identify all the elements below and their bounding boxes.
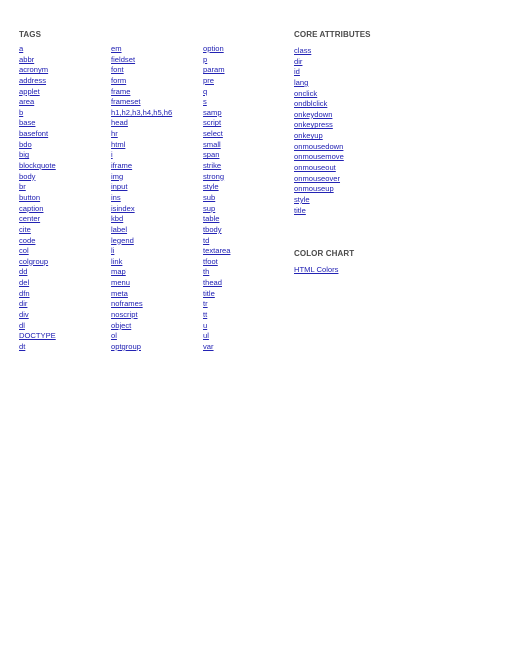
tag-link[interactable]: select [203, 129, 223, 139]
tag-link[interactable]: cite [19, 224, 31, 234]
tag-link[interactable]: option [203, 44, 224, 53]
tag-link[interactable]: var [203, 341, 214, 351]
list-item [203, 278, 230, 289]
tag-link[interactable]: strong [203, 171, 225, 181]
core-attribute-link[interactable]: title [294, 205, 306, 215]
list-item [294, 110, 344, 121]
list-item [203, 182, 230, 193]
list-item [111, 342, 172, 353]
list-item [111, 246, 172, 257]
list-item [111, 236, 172, 247]
list-item [111, 204, 172, 215]
list-item [294, 120, 344, 131]
tag-link[interactable]: table [203, 214, 220, 224]
list-item [19, 65, 56, 76]
list-item [111, 65, 172, 76]
tag-link[interactable]: q [203, 86, 208, 96]
core-attribute-link[interactable]: id [294, 67, 300, 77]
tag-link[interactable]: font [111, 65, 124, 75]
core-attribute-link[interactable]: dir [294, 56, 303, 66]
list-item [111, 108, 172, 119]
tag-link[interactable]: s [203, 97, 207, 107]
list-item [203, 108, 230, 119]
list-item [203, 55, 230, 66]
tag-link[interactable]: abbr [19, 54, 35, 64]
list-item [294, 152, 344, 163]
list-item [203, 267, 230, 278]
tag-link[interactable]: caption [19, 203, 44, 213]
core-attribute-link[interactable]: onmouseover [294, 173, 341, 183]
list-item [111, 257, 172, 268]
list-item [111, 299, 172, 310]
tag-link[interactable]: base [19, 118, 36, 128]
tag-link[interactable]: DOCTYPE [19, 331, 56, 341]
tag-link[interactable]: menu [111, 278, 130, 288]
core-attribute-link[interactable]: onmouseup [294, 184, 334, 194]
list-item [19, 267, 56, 278]
list-item [203, 44, 230, 55]
list-item [294, 174, 344, 185]
list-item [19, 289, 56, 300]
tag-link[interactable]: colgroup [19, 256, 49, 266]
tag-link[interactable]: li [111, 246, 115, 256]
tag-link[interactable]: div [19, 310, 29, 320]
list-item [111, 321, 172, 332]
list-item [203, 331, 230, 342]
core-attributes-list [294, 46, 344, 216]
tag-link[interactable]: p [203, 54, 208, 64]
core-attribute-link[interactable]: onmouseout [294, 163, 336, 173]
list-item [111, 150, 172, 161]
list-item [203, 140, 230, 151]
tag-link[interactable]: acronym [19, 65, 49, 75]
list-item [19, 278, 56, 289]
tag-link[interactable]: br [19, 182, 26, 192]
tag-link[interactable]: kbd [111, 214, 124, 224]
core-attributes-section-title: CORE ATTRIBUTES [294, 30, 371, 39]
tag-link[interactable]: thead [203, 278, 223, 288]
tag-link[interactable]: samp [203, 107, 222, 117]
tag-link[interactable]: code [19, 235, 36, 245]
tag-link[interactable]: img [111, 171, 124, 181]
list-item [294, 206, 344, 217]
tag-link[interactable]: fieldset [111, 54, 136, 64]
list-item [111, 193, 172, 204]
tag-link[interactable]: del [19, 278, 30, 288]
list-item [19, 299, 56, 310]
list-item [19, 129, 56, 140]
list-item [111, 289, 172, 300]
list-item [203, 65, 230, 76]
tag-link[interactable]: script [203, 118, 222, 128]
tag-link[interactable]: iframe [111, 161, 133, 171]
color-chart-link[interactable]: HTML Colors [294, 265, 339, 274]
tag-link[interactable]: noscript [111, 310, 138, 320]
tag-link[interactable]: a [19, 44, 24, 53]
tag-link[interactable]: tbody [203, 224, 222, 234]
core-attribute-link[interactable]: class [294, 46, 312, 55]
tag-link[interactable]: isindex [111, 203, 135, 213]
tag-link[interactable]: em [111, 44, 122, 53]
list-item [203, 310, 230, 321]
list-item [111, 331, 172, 342]
list-item [294, 131, 344, 142]
list-item [294, 78, 344, 89]
tag-link[interactable]: strike [203, 161, 222, 171]
tag-link[interactable]: ins [111, 192, 121, 202]
list-item [111, 267, 172, 278]
list-item [111, 182, 172, 193]
color-chart-section-title: COLOR CHART [294, 249, 355, 258]
tag-link[interactable]: label [111, 224, 128, 234]
tag-link[interactable]: dt [19, 341, 26, 351]
list-item [294, 89, 344, 100]
core-attribute-link[interactable]: onkeypress [294, 120, 333, 130]
list-item [294, 195, 344, 206]
tag-link[interactable]: param [203, 65, 225, 75]
list-item [203, 236, 230, 247]
list-item [203, 172, 230, 183]
tags-column-2 [111, 44, 172, 353]
list-item [19, 172, 56, 183]
list-item [19, 161, 56, 172]
list-item [111, 225, 172, 236]
tag-link[interactable]: small [203, 139, 221, 149]
tag-link[interactable]: dd [19, 267, 28, 277]
list-item [111, 129, 172, 140]
list-item [111, 161, 172, 172]
list-item [111, 118, 172, 129]
core-attribute-link[interactable]: style [294, 194, 310, 204]
tag-link[interactable]: sup [203, 203, 216, 213]
list-item [111, 140, 172, 151]
tag-link[interactable]: big [19, 150, 30, 160]
tag-link[interactable]: legend [111, 235, 134, 245]
tag-link[interactable]: u [203, 320, 208, 330]
list-item [19, 225, 56, 236]
list-item [203, 204, 230, 215]
tag-link[interactable]: textarea [203, 246, 231, 256]
tag-link[interactable]: optgroup [111, 341, 141, 351]
tag-link[interactable]: noframes [111, 299, 143, 309]
tag-link[interactable]: object [111, 320, 132, 330]
list-item [203, 246, 230, 257]
list-item [111, 76, 172, 87]
list-item [203, 214, 230, 225]
list-item [203, 299, 230, 310]
list-item [203, 193, 230, 204]
tag-link[interactable]: body [19, 171, 36, 181]
list-item [19, 55, 56, 66]
list-item [111, 87, 172, 98]
tag-link[interactable]: address [19, 75, 47, 85]
tag-link[interactable]: span [203, 150, 220, 160]
core-attribute-link[interactable]: onmousedown [294, 141, 344, 151]
tag-link[interactable]: style [203, 182, 219, 192]
list-item [203, 129, 230, 140]
color-chart-list [294, 265, 338, 276]
list-item [19, 140, 56, 151]
tag-link[interactable]: hr [111, 129, 118, 139]
list-item [19, 342, 56, 353]
list-item [111, 55, 172, 66]
list-item [203, 257, 230, 268]
tag-link[interactable]: dfn [19, 288, 30, 298]
tag-link[interactable]: center [19, 214, 41, 224]
tag-link[interactable]: col [19, 246, 29, 256]
tag-link[interactable]: h1,h2,h3,h4,h5,h6 [111, 107, 173, 117]
list-item [19, 150, 56, 161]
tag-link[interactable]: html [111, 139, 126, 149]
list-item [294, 265, 338, 276]
list-item [203, 97, 230, 108]
tag-link[interactable]: sub [203, 192, 216, 202]
list-item [19, 331, 56, 342]
list-item [294, 142, 344, 153]
list-item [203, 118, 230, 129]
list-item [19, 87, 56, 98]
list-item [203, 150, 230, 161]
list-item [203, 225, 230, 236]
list-item [19, 257, 56, 268]
list-item [19, 246, 56, 257]
tag-link[interactable]: area [19, 97, 35, 107]
core-attribute-link[interactable]: lang [294, 77, 309, 87]
tag-link[interactable]: tfoot [203, 256, 218, 266]
core-attribute-link[interactable]: onmousemove [294, 152, 344, 162]
list-item [111, 44, 172, 55]
tag-link[interactable]: tt [203, 310, 208, 320]
tags-column-3 [203, 44, 230, 353]
list-item [19, 118, 56, 129]
tag-link[interactable]: head [111, 118, 128, 128]
list-item [19, 97, 56, 108]
tag-link[interactable]: bdo [19, 139, 32, 149]
tag-link[interactable]: ol [111, 331, 117, 341]
list-item [111, 310, 172, 321]
list-item [19, 44, 56, 55]
tag-link[interactable]: meta [111, 288, 128, 298]
list-item [294, 99, 344, 110]
tag-link[interactable]: blockquote [19, 161, 56, 171]
tag-link[interactable]: dir [19, 299, 28, 309]
tag-link[interactable]: pre [203, 75, 214, 85]
core-attribute-link[interactable]: onkeydown [294, 109, 333, 119]
tags-section-title: TAGS [19, 30, 42, 39]
tag-link[interactable]: td [203, 235, 210, 245]
list-item [19, 193, 56, 204]
list-item [294, 46, 344, 57]
list-item [203, 321, 230, 332]
list-item [19, 108, 56, 119]
list-item [203, 87, 230, 98]
tag-link[interactable]: button [19, 192, 41, 202]
list-item [19, 214, 56, 225]
tag-link[interactable]: map [111, 267, 126, 277]
tag-link[interactable]: frame [111, 86, 131, 96]
tags-column-1 [19, 44, 56, 353]
tag-link[interactable]: input [111, 182, 128, 192]
list-item [203, 289, 230, 300]
list-item [19, 310, 56, 321]
tag-link[interactable]: ul [203, 331, 209, 341]
tag-link[interactable]: link [111, 256, 123, 266]
core-attribute-link[interactable]: onkeyup [294, 131, 323, 141]
tag-link[interactable]: dl [19, 320, 25, 330]
core-attribute-link[interactable]: ondblclick [294, 99, 328, 109]
tag-link[interactable]: form [111, 75, 127, 85]
list-item [111, 214, 172, 225]
list-item [19, 76, 56, 87]
list-item [19, 182, 56, 193]
tag-link[interactable]: tr [203, 299, 208, 309]
core-attribute-link[interactable]: onclick [294, 88, 318, 98]
tag-link[interactable]: title [203, 288, 215, 298]
list-item [19, 321, 56, 332]
tag-link[interactable]: frameset [111, 97, 141, 107]
list-item [111, 172, 172, 183]
list-item [294, 57, 344, 68]
tag-link[interactable]: th [203, 267, 210, 277]
list-item [294, 184, 344, 195]
tag-link[interactable]: basefont [19, 129, 49, 139]
list-item [203, 342, 230, 353]
list-item [111, 97, 172, 108]
list-item [19, 204, 56, 215]
list-item [294, 67, 344, 78]
list-item [203, 161, 230, 172]
tag-link[interactable]: b [19, 107, 24, 117]
list-item [203, 76, 230, 87]
list-item [111, 278, 172, 289]
tag-link[interactable]: applet [19, 86, 40, 96]
tag-link[interactable]: i [111, 150, 113, 160]
list-item [294, 163, 344, 174]
list-item [19, 236, 56, 247]
